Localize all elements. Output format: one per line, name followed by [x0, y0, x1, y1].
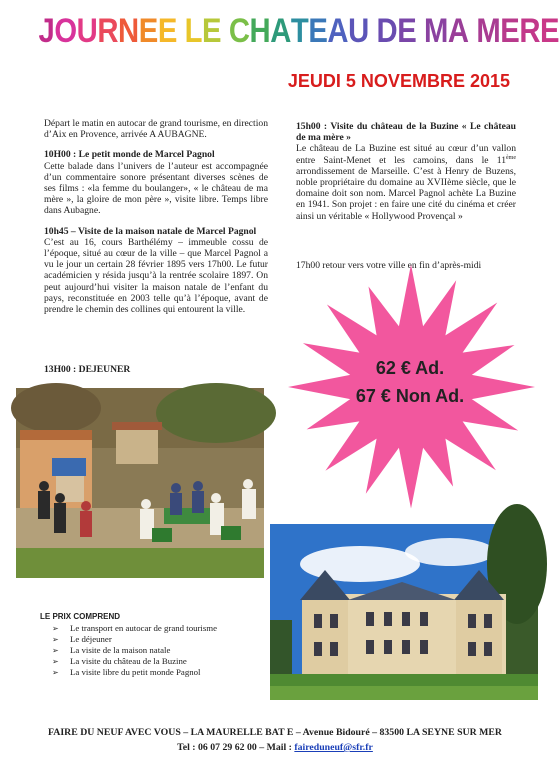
title-letter: E: [540, 12, 559, 50]
arrow-bullet-icon: ➢: [52, 624, 59, 633]
section-head-maison-natale: 10h45 – Visite de la maison natale de Marcel Pagnol: [44, 225, 257, 237]
arrow-bullet-icon: ➢: [52, 646, 59, 655]
title-letter: M: [423, 12, 448, 50]
title-letter: M: [476, 12, 501, 50]
buzine-text-b: arrondissement de Marseille. C’est à Henry de Buzens, noble propriétaire du domaine au XVIIème siècle, que le domaine doit son nom. Marcel Pagnol achète La Buzine en 1941. Son projet : en faire une cité du cinéma et créer ainsi un véritable « Hollywood Provençal »: [296, 165, 516, 222]
event-date: JEUDI 5 NOVEMBRE 2015: [287, 71, 510, 91]
title-letter: H: [249, 12, 271, 50]
price-includes-text: La visite du château de la Buzine: [70, 656, 187, 666]
arrow-bullet-icon: ➢: [52, 668, 59, 677]
title-letter: E: [500, 12, 520, 50]
section-body-maison-natale: C’est au 16, cours Barthélémy – immeuble cossu de l’époque, situé au cœur de la ville – que Marcel Pagnol a vu le jour un certain 28 février 1895 vers 17h00. Le futur académicien y résida jusqu’à la rentrée scolaire 1897. On peut aujourd’hui visiter la maison natale de l’enfant du pays, reconstituée en 2003 telle qu’à l’époque, avant de prendre le chemin des collines qui entourent la ville.: [44, 236, 268, 316]
title-letter: [221, 12, 229, 51]
price-includes-text: La visite libre du petit monde Pagnol: [70, 667, 201, 677]
title-letter: U: [348, 12, 369, 50]
section-head-buzine: 15h00 : Visite du château de la Buzine « Le château de ma mère »: [296, 121, 516, 144]
title-letter: T: [290, 12, 309, 50]
price-non-member: 67 € Non Ad.: [355, 386, 465, 406]
price-includes-item: [52, 634, 217, 645]
title-letter: R: [519, 12, 541, 50]
intro-text: Départ le matin en autocar de grand tourisme, en direction d’Aix en Provence, arrivée A AUBAGNE.: [44, 118, 268, 141]
title-letter: R: [97, 12, 119, 50]
price-includes-item: [52, 645, 217, 656]
lunch-line: 13H00 : DEJEUNER: [44, 364, 131, 375]
price-includes-text: Le déjeuner: [70, 634, 112, 644]
arrow-bullet-icon: ➢: [52, 635, 59, 644]
title-letter: A: [270, 12, 291, 50]
title-letter: A: [447, 12, 469, 50]
footer-address: [0, 727, 550, 738]
price-member: 62 € Ad.: [375, 358, 445, 378]
title-letter: J: [38, 12, 55, 50]
section-body-petit-monde: Cette balade dans l’univers de l’auteur est accompagnée d’un commentaire sonore présentant diverses scènes de ses films : «la femme du boulanger», « le château de ma mère », la gloire de mon père », visite libre. Temps libre dans Aubagne.: [44, 160, 268, 217]
price-includes-item: [52, 667, 217, 678]
title-letter: O: [54, 12, 77, 50]
chateau-buzine-photo: [270, 524, 538, 700]
title-letter: [177, 12, 185, 51]
price-includes-list: [40, 623, 217, 678]
title-letter: E: [157, 12, 177, 50]
title-letter: [369, 12, 377, 51]
title-letter: [469, 12, 477, 51]
price-includes-box: [40, 612, 217, 678]
buzine-text-a: Le château de La Buzine est situé au cœur d’un vallon entre Saint-Menet et les camoins, dans le 11: [296, 143, 516, 166]
title-letter: E: [202, 12, 222, 50]
footer-contact: [0, 742, 550, 753]
footer-email-link[interactable]: faireduneuf@sfr.fr: [294, 742, 373, 753]
santons-village-photo: [16, 388, 264, 578]
right-column: [296, 121, 516, 231]
left-column: [44, 118, 268, 324]
footer-addr: – LA MAURELLE BAT E – Avenue Bidouré – 83500 LA SEYNE SUR MER: [180, 727, 502, 738]
section-head-petit-monde: 10H00 : Le petit monde de Marcel Pagnol: [44, 149, 215, 161]
title-letter: [416, 12, 424, 51]
price-includes-title: LE PRIX COMPREND: [40, 612, 121, 621]
arrow-bullet-icon: ➢: [52, 657, 59, 666]
footer-tel: Tel : 06 07 29 62 00 – Mail :: [177, 742, 295, 753]
price-includes-text: La visite de la maison natale: [70, 645, 171, 655]
price-includes-item: [52, 656, 217, 667]
title-letter: C: [228, 12, 250, 50]
title-letter: E: [138, 12, 158, 50]
title-letter: U: [76, 12, 98, 50]
price-includes-text: Le transport en autocar de grand tourisme: [70, 623, 218, 633]
page-title: [38, 12, 559, 51]
title-letter: L: [184, 12, 203, 50]
section-body-buzine: [296, 143, 516, 221]
title-letter: E: [308, 12, 328, 50]
title-letter: N: [118, 12, 139, 50]
superscript: ème: [506, 154, 516, 161]
title-letter: A: [327, 12, 349, 50]
price-includes-item: [52, 623, 217, 634]
title-letter: E: [397, 12, 417, 50]
footer-org: FAIRE DU NEUF AVEC VOUS: [48, 727, 181, 738]
return-line: 17h00 retour vers votre ville en fin d’après-midi: [296, 260, 482, 271]
title-letter: D: [376, 12, 398, 50]
